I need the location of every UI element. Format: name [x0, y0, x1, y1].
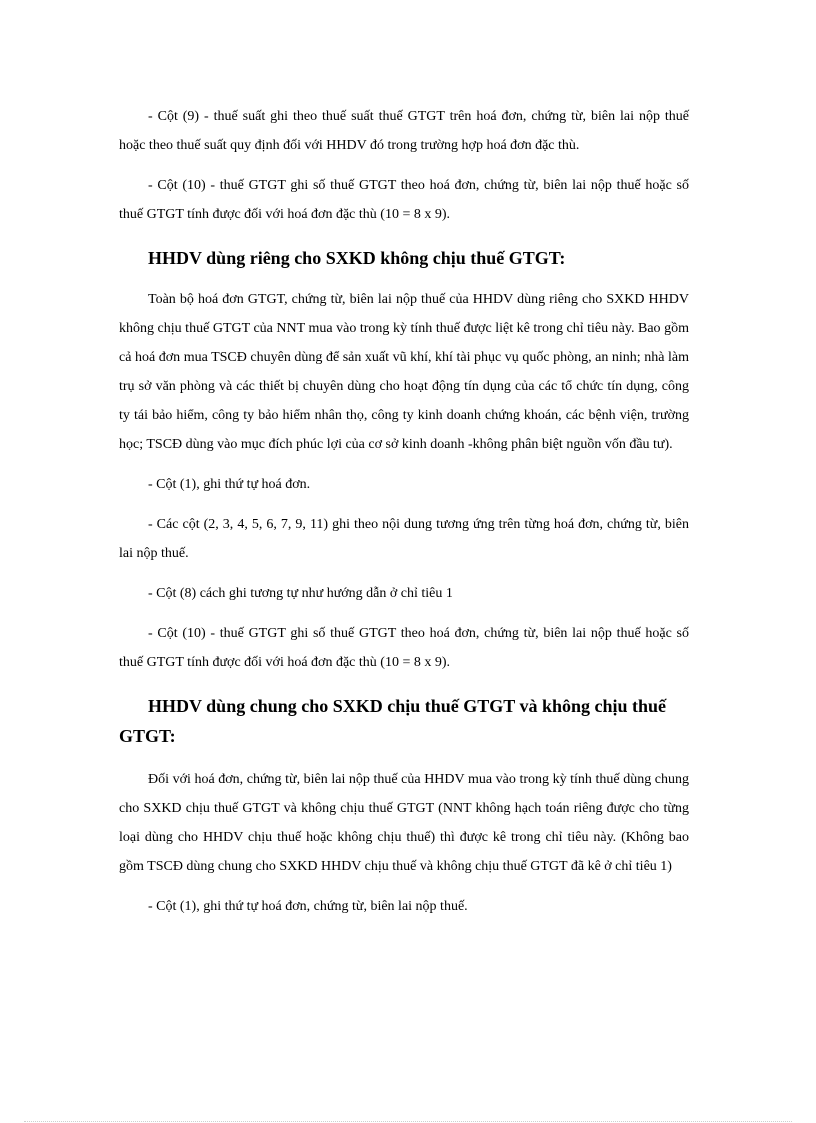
paragraph-columns-list: - Các cột (2, 3, 4, 5, 6, 7, 9, 11) ghi theo nội dung tương ứng trên từng hoá đơn, chứng từ, biên lai nộp thuế.	[119, 517, 689, 561]
page-bottom-border	[24, 1121, 792, 1122]
paragraph-column-8: - Cột (8) cách ghi tương tự như hướng dẫn ở chỉ tiêu 1	[148, 586, 453, 601]
paragraph-column-9: - Cột (9) - thuế suất ghi theo thuế suất thuế GTGT trên hoá đơn, chứng từ, biên lai nộp thuế hoặc theo thuế suất quy định đối với HHDV đó trong trường hợp hoá đơn đặc thù.	[119, 109, 689, 153]
paragraph-shared-intro: Đối với hoá đơn, chứng từ, biên lai nộp thuế của HHDV mua vào trong kỳ tính thuế dùng chung cho SXKD chịu thuế GTGT và không chịu thuế GTGT (NNT không hạch toán riêng được cho từng loại dùng cho HHDV chịu thuế hoặc không chịu thuế) thì được kê trong chỉ tiêu này. (Không bao gồm TSCĐ dùng chung cho SXKD HHDV chịu thuế và không chịu thuế GTGT đã kê ở chỉ tiêu 1)	[119, 772, 689, 874]
paragraph-non-taxable-intro: Toàn bộ hoá đơn GTGT, chứng từ, biên lai nộp thuế của HHDV dùng riêng cho SXKD HHDV không chịu thuế GTGT của NNT mua vào trong kỳ tính thuế được liệt kê trong chỉ tiêu này. Bao gồm cả hoá đơn mua TSCĐ chuyên dùng để sản xuất vũ khí, khí tài phục vụ quốc phòng, an ninh; nhà làm trụ sở văn phòng và các thiết bị chuyên dùng cho hoạt động tín dụng của các tổ chức tín dụng, công ty tái bảo hiểm, công ty bảo hiểm nhân thọ, công ty kinh doanh chứng khoán, các bệnh viện, trường học; TSCĐ dùng vào mục đích phúc lợi của cơ sở kinh doanh -không phân biệt nguồn vốn đầu tư).	[119, 292, 689, 452]
paragraph-column-10: - Cột (10) - thuế GTGT ghi số thuế GTGT theo hoá đơn, chứng từ, biên lai nộp thuế hoặc số thuế GTGT tính được đối với hoá đơn đặc thù (10 = 8 x 9).	[119, 178, 689, 222]
paragraph-shared-column-1: - Cột (1), ghi thứ tự hoá đơn, chứng từ, biên lai nộp thuế.	[148, 899, 468, 914]
section-heading-non-taxable: HHDV dùng riêng cho SXKD không chịu thuế GTGT:	[148, 248, 566, 268]
section-heading-shared: HHDV dùng chung cho SXKD chịu thuế GTGT và không chịu thuế GTGT:	[119, 696, 666, 746]
paragraph-column-10-repeat: - Cột (10) - thuế GTGT ghi số thuế GTGT theo hoá đơn, chứng từ, biên lai nộp thuế hoặc số thuế GTGT tính được đối với hoá đơn đặc thù (10 = 8 x 9).	[119, 626, 689, 670]
document-page	[119, 102, 689, 921]
paragraph-column-1: - Cột (1), ghi thứ tự hoá đơn.	[148, 477, 311, 492]
